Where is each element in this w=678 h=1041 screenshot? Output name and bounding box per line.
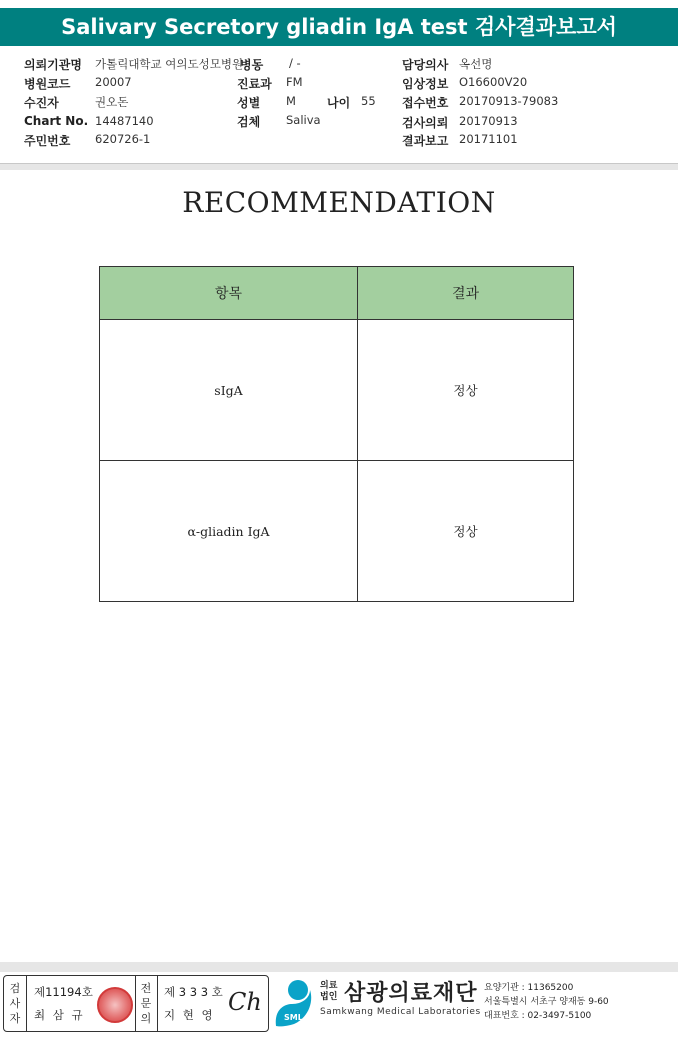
specialist-name: 지 현 영 (164, 1008, 215, 1022)
examiner-label (6, 981, 24, 1026)
specialist-label (137, 981, 155, 1026)
patient-info (0, 50, 678, 162)
receipt-label: 접수번호 (402, 96, 449, 110)
age-value: 55 (361, 94, 376, 108)
divider (157, 976, 158, 1031)
id-label: 주민번호 (24, 134, 71, 148)
recommendation-title: RECOMMENDATION (182, 186, 496, 219)
specimen-value: Saliva (286, 113, 321, 127)
specialist-label-text: 전문의 (140, 982, 152, 1025)
logo-text: SML (284, 1013, 303, 1022)
column-header-result: 결과 (358, 267, 574, 320)
clinical-value: O16600V20 (459, 75, 528, 89)
org-phone: 대표번호 : 02-3497-5100 (484, 1011, 592, 1021)
row-result: 정상 (358, 320, 574, 461)
hospital-code-value: 20007 (95, 75, 132, 89)
org-address: 서울특별시 서초구 양재동 9-60 (484, 997, 609, 1007)
patient-value: 권오돈 (95, 95, 129, 109)
ward-value: / - (289, 56, 301, 70)
request-value: 20170913 (459, 114, 518, 128)
table-header-row (100, 267, 574, 320)
sex-label: 성별 (237, 96, 261, 110)
specialist-number: 제 3 3 3 호 (164, 985, 223, 999)
examiner-number: 제11194호 (34, 985, 93, 999)
sml-logo-icon (270, 978, 318, 1028)
request-label: 검사의뢰 (402, 116, 449, 130)
institution-value: 가톨릭대학교 여의도성모병원 (95, 57, 244, 71)
seal-stamp-icon (97, 987, 133, 1023)
row-item: sIgA (100, 320, 358, 461)
org-english-name: Samkwang Medical Laboratories (320, 1007, 481, 1017)
institution-label: 의뢰기관명 (24, 58, 82, 72)
specimen-label: 검체 (237, 115, 261, 129)
signature-box (3, 975, 269, 1032)
recommendation-table (99, 266, 574, 602)
chart-label: Chart No. (24, 114, 89, 128)
divider (26, 976, 27, 1031)
ward-label: 병동 (240, 58, 264, 72)
dept-value: FM (286, 75, 303, 89)
doctor-value: 옥선명 (459, 57, 493, 71)
signature: Ch (228, 988, 262, 1016)
org-info (484, 981, 609, 1023)
id-value: 620726-1 (95, 132, 151, 146)
clinical-label: 임상정보 (402, 77, 449, 91)
receipt-value: 20170913-79083 (459, 94, 559, 108)
hospital-code-label: 병원코드 (24, 77, 71, 91)
sex-value: M (286, 94, 296, 108)
org-code: 요양기관 : 11365200 (484, 983, 574, 993)
row-item: α-gliadin IgA (100, 461, 358, 602)
table-row (100, 320, 574, 461)
dept-label: 진료과 (237, 77, 272, 91)
column-header-item: 항목 (100, 267, 358, 320)
patient-label: 수진자 (24, 96, 59, 110)
report-date-value: 20171101 (459, 132, 518, 146)
footer-divider (0, 962, 678, 972)
org-type: 의료법인 (320, 981, 338, 1002)
table-row (100, 461, 574, 602)
age-label: 나이 (327, 96, 351, 110)
row-result: 정상 (358, 461, 574, 602)
examiner-label-text: 검사자 (9, 982, 21, 1025)
org-name: 삼광의료재단 (344, 981, 478, 1006)
report-date-label: 결과보고 (402, 134, 449, 148)
chart-value: 14487140 (95, 114, 154, 128)
header-divider (0, 163, 678, 170)
divider (135, 976, 136, 1031)
report-title: Salivary Secretory gliadin IgA test 검사결과보고서 (0, 8, 678, 46)
examiner-name: 최 삼 규 (34, 1008, 85, 1022)
doctor-label: 담당의사 (402, 58, 449, 72)
